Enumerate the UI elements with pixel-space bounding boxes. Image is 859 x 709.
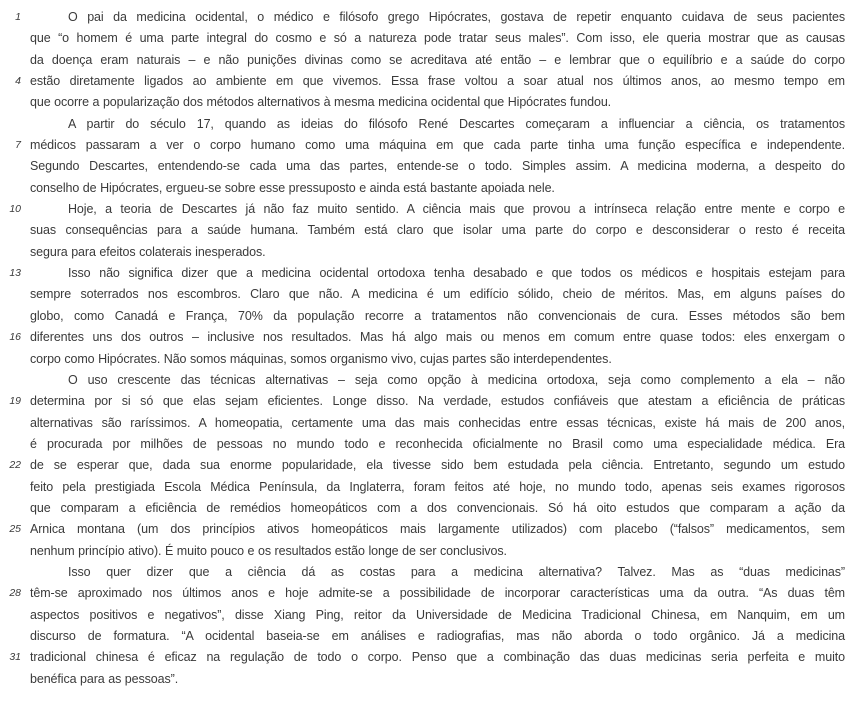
line-text: estão diretamente ligados ao ambiente em que vivemos. Essa frase voltou a soar atual nos últimos anos, ao mesmo tempo em <box>30 74 845 89</box>
line-number: 22 <box>9 459 21 472</box>
line-text: Arnica montana (um dos princípios ativos homeopáticos mais largamente utilizados) com placebo (“falsos” medicamentos, sem <box>30 522 845 537</box>
line-number <box>0 242 21 263</box>
line-number <box>0 156 21 177</box>
line-number <box>0 220 21 241</box>
line-number <box>0 370 21 391</box>
text-body <box>0 7 859 690</box>
text-line <box>0 92 859 113</box>
line-number <box>0 50 21 71</box>
line-number: 10 <box>9 203 21 216</box>
text-line <box>0 242 859 263</box>
text-line <box>0 455 859 476</box>
line-number: 7 <box>15 139 21 152</box>
text-line <box>0 220 859 241</box>
line-number <box>0 541 21 562</box>
line-text: é procurada por milhões de pessoas no mundo todo e reconhecida oficialmente no Brasil como uma especialidade médica. Era <box>30 436 845 451</box>
line-number: 28 <box>9 587 21 600</box>
line-text: O pai da medicina ocidental, o médico e filósofo grego Hipócrates, gostava de repetir enquanto cuidava de seus pacientes <box>68 10 845 24</box>
text-line <box>0 541 859 562</box>
line-text: aspectos positivos e negativos”, disse Xiang Ping, reitor da Universidade de Medicina Tradicional Chinesa, em Nanquim, em um <box>30 607 845 622</box>
line-text: que ocorre a popularização dos métodos alternativos à mesma medicina ocidental que Hipócrates fundou. <box>30 95 612 110</box>
text-line <box>0 114 859 135</box>
line-number <box>0 413 21 434</box>
line-text: feito pela prestigiada Escola Médica Península, da Inglaterra, foram feitos até hoje, no mundo todo, apenas seis exames rigorosos <box>30 479 845 494</box>
line-number: 16 <box>9 331 21 344</box>
text-line <box>0 263 859 284</box>
line-text: benéfica para as pessoas”. <box>30 671 179 686</box>
line-text: alternativas são raríssimos. A homeopatia, certamente uma das mais conhecidas entre essas técnicas, existe há mais de 200 anos, <box>30 415 845 430</box>
text-line <box>0 519 859 540</box>
line-text: Hoje, a teoria de Descartes já não faz muito sentido. A ciência mais que provou a intrínseca relação entre mente e corpo e <box>68 202 845 217</box>
text-line <box>0 647 859 668</box>
line-number <box>0 28 21 49</box>
line-number: 31 <box>9 651 21 664</box>
line-text: tradicional chinesa é eficaz na regulação de todo o corpo. Penso que a combinação das duas medicinas seria perfeita e muito <box>30 650 845 665</box>
line-text: diferentes uns dos outros – inclusive nos resultados. Mas há algo mais ou menos em comum entre quase todos: eles enxergam o <box>30 330 845 345</box>
line-text: que comparam a eficiência de remédios homeopáticos com a dos convencionais. Só há oito estudos que comparam a ação da <box>30 500 845 515</box>
line-text: nenhum princípio ativo). É muito pouco e os resultados estão longe de ser conclusivos. <box>30 543 507 558</box>
line-number <box>0 562 21 583</box>
line-text: de se esperar que, dada sua enorme popularidade, ela tivesse sido bem estudada pela ciência. Entretanto, segundo um estudo <box>30 458 845 473</box>
line-number: 4 <box>15 75 21 88</box>
line-text: determina por si só que elas sejam eficientes. Longe disso. Na verdade, estudos confiáveis que atestam a eficiência de práticas <box>30 394 845 409</box>
line-number: 25 <box>9 523 21 536</box>
line-number <box>0 434 21 455</box>
text-line <box>0 156 859 177</box>
text-line <box>0 71 859 92</box>
line-text: discurso de formatura. “A ocidental baseia-se em análises e radiografias, mas não aborda o todo orgânico. Já a medicina <box>30 628 845 643</box>
text-line <box>0 477 859 498</box>
line-number <box>0 284 21 305</box>
text-line <box>0 50 859 71</box>
text-line <box>0 370 859 391</box>
line-text: segura para efeitos colaterais inesperados. <box>30 244 266 259</box>
line-text: conselho de Hipócrates, ergueu-se sobre esse pressuposto e ainda está bastante apoiada nele. <box>30 180 555 195</box>
line-number <box>0 669 21 690</box>
line-number <box>0 114 21 135</box>
line-number <box>0 92 21 113</box>
line-number <box>0 477 21 498</box>
text-line <box>0 413 859 434</box>
line-text: sempre soterrados nos escombros. Claro que não. A medicina é um edifício sólido, cheio de méritos. Mas, em alguns países do <box>30 287 845 302</box>
line-text: que “o homem é uma parte integral do cosmo e só a natureza pode tratar seus males”. Com isso, ele queria mostrar que as causas <box>30 31 845 46</box>
line-text: corpo como Hipócrates. Não somos máquinas, somos organismo vivo, cujas partes são interdependentes. <box>30 351 612 366</box>
text-line <box>0 7 859 28</box>
line-text: médicos passaram a ver o corpo humano como uma máquina em que cada parte tinha uma função específica e independente. <box>30 138 845 153</box>
text-line <box>0 306 859 327</box>
line-text: da doença eram naturais – e não punições divinas como se acreditava até então – e lembrar que o equilíbrio e a saúde do corpo <box>30 52 845 67</box>
line-text: Isso não significa dizer que a medicina ocidental ortodoxa tenha desabado e que todos os médicos e hospitais estejam para <box>68 266 845 281</box>
line-number <box>0 306 21 327</box>
text-line <box>0 135 859 156</box>
text-line <box>0 178 859 199</box>
line-number <box>0 498 21 519</box>
text-line <box>0 583 859 604</box>
line-text: O uso crescente das técnicas alternativas – seja como opção à medicina ortodoxa, seja como complemento a ela – não <box>68 372 845 387</box>
line-number: 1 <box>15 11 21 23</box>
line-number <box>0 178 21 199</box>
line-number <box>0 626 21 647</box>
text-line <box>0 605 859 626</box>
line-text: globo, como Canadá e França, 70% da população recorre a tratamentos não convencionais de cura. Esses métodos são bem <box>30 308 845 323</box>
text-line <box>0 391 859 412</box>
line-text: A partir do século 17, quando as ideias do filósofo René Descartes começaram a influenciar a ciência, os tratamentos <box>68 116 845 131</box>
text-line <box>0 28 859 49</box>
line-text: suas consequências para a saúde humana. Também está claro que isolar uma parte do corpo e desconsiderar o resto é receita <box>30 223 845 238</box>
line-text: têm-se aproximado nos últimos anos e hoje admite-se a possibilidade de incorporar características uma da outra. “As duas têm <box>30 586 845 601</box>
text-line <box>0 562 859 583</box>
text-line <box>0 498 859 519</box>
text-line <box>0 199 859 220</box>
text-line <box>0 327 859 348</box>
text-line <box>0 349 859 370</box>
text-line <box>0 669 859 690</box>
line-number <box>0 605 21 626</box>
line-number: 19 <box>9 395 21 408</box>
line-text: Isso quer dizer que a ciência dá as costas para a medicina alternativa? Talvez. Mas as “duas medicinas” <box>68 564 845 579</box>
text-line <box>0 284 859 305</box>
line-number: 13 <box>9 267 21 280</box>
text-line <box>0 626 859 647</box>
line-text: Segundo Descartes, entendendo-se cada uma das partes, entende-se o todo. Simples assim. A medicina moderna, a despeito do <box>30 159 845 174</box>
text-line <box>0 434 859 455</box>
line-number <box>0 349 21 370</box>
